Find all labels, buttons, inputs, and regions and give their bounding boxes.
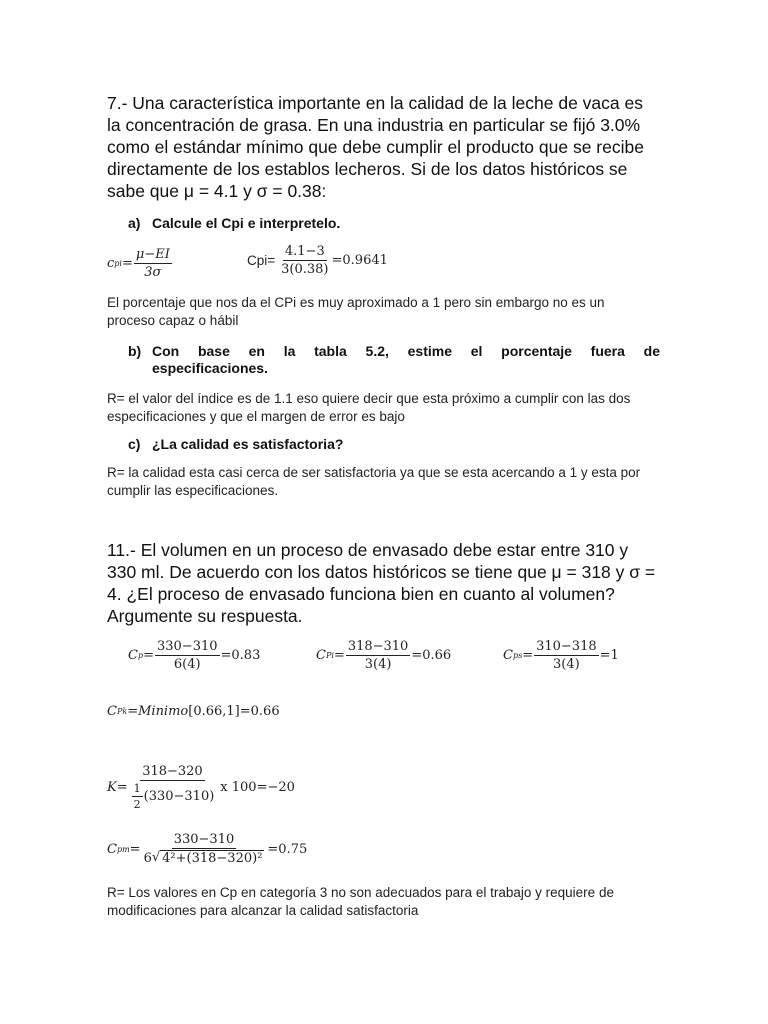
formula-lhs-sub: pi xyxy=(114,259,122,268)
k-fraction xyxy=(129,764,217,811)
cps-numerator: 310−318 xyxy=(536,639,597,654)
cpm-denominator-prefix: 6 xyxy=(143,850,152,866)
formula-lhs: c xyxy=(107,256,115,271)
k-lhs: K xyxy=(107,780,117,795)
cp-lhs: C xyxy=(128,648,138,663)
equals-sign: = xyxy=(127,704,139,719)
question-a-text: Calcule el Cpi e interpretelo. xyxy=(152,215,341,231)
equals-sign: = xyxy=(121,256,133,271)
radical-sign-icon: √ xyxy=(151,850,161,865)
cpi-numerator: 4.1−3 xyxy=(284,244,325,259)
equals-sign: = xyxy=(333,648,345,663)
cpi-denominator-11: 3(4) xyxy=(364,657,392,672)
equals-sign: = xyxy=(129,841,141,857)
question-b-line: Con base en la tabla 5.2, estime el porcentaje fuera de xyxy=(152,343,660,359)
cpi-fraction-11 xyxy=(346,639,411,672)
answer-a xyxy=(107,294,660,329)
formula-fraction xyxy=(134,247,172,280)
problem-7-statement xyxy=(107,92,660,202)
problem-11-line: 11.- El volumen en un proceso de envasado debe estar entre 310 y xyxy=(107,540,629,560)
question-b-line: especificaciones. xyxy=(152,360,268,376)
cpm-lhs: C xyxy=(107,841,117,857)
answer-line: modificaciones para alcanzar la calidad satisfactoria xyxy=(107,902,419,918)
cpk-formula xyxy=(107,704,280,719)
question-a xyxy=(128,215,340,232)
cps-denominator: 3(4) xyxy=(553,657,580,672)
cpm-formula xyxy=(107,832,307,866)
problem-7-line: como el estándar mínimo que debe cumplir el producto que se recibe xyxy=(107,137,644,157)
cpm-radicand: 4²+(318−320)² xyxy=(162,851,263,866)
answer-line: cumplir las especificaciones. xyxy=(107,482,279,498)
equals-sign: = xyxy=(522,648,534,663)
k-numerator: 318−320 xyxy=(142,764,203,779)
problem-7-line: sabe que μ = 4.1 y σ = 0.38: xyxy=(107,181,327,201)
k-result: x 100=−20 xyxy=(220,780,295,795)
cpm-sub: pm xyxy=(116,844,130,854)
answer-11 xyxy=(107,884,660,919)
question-a-label: a) xyxy=(128,215,141,231)
equals-sign: = xyxy=(143,648,154,663)
k-half-fraction xyxy=(132,782,143,811)
cpk-result: =0.66 xyxy=(239,704,280,719)
problem-11-line: 4. ¿El proceso de envasado funciona bien en cuanto al volumen? xyxy=(107,584,615,604)
cpi-label: Cpi= xyxy=(247,253,276,268)
cps-fraction xyxy=(534,639,599,672)
problem-11-statement xyxy=(107,539,660,627)
problem-7-line: 7.- Una característica importante en la calidad de la leche de vaca es xyxy=(107,93,643,113)
cpm-result: =0.75 xyxy=(267,841,308,857)
cpi-formula xyxy=(316,639,451,672)
equals-sign: = xyxy=(116,780,128,795)
cps-sub: ps xyxy=(512,651,523,660)
cpi-result: =0.9641 xyxy=(331,253,388,268)
cpm-numerator: 330−310 xyxy=(173,832,235,847)
question-b-label: b) xyxy=(128,343,142,359)
cpi-sub: Pi xyxy=(325,651,334,660)
cp-fraction xyxy=(155,639,220,672)
cpi-numerator-11: 318−310 xyxy=(347,639,409,654)
cpm-fraction xyxy=(142,832,267,866)
problem-11-line: 330 ml. De acuerdo con los datos históricos se tiene que μ = 318 y σ = xyxy=(107,562,656,582)
formula-numerator: μ−EI xyxy=(135,247,170,262)
cpi-lhs: C xyxy=(316,648,326,663)
problem-7-line: directamente de los establos lecheros. Si de los datos históricos se xyxy=(107,159,628,179)
cpi-result-11: =0.66 xyxy=(411,648,452,663)
answer-line: R= la calidad esta casi cerca de ser satisfactoria ya que se esta acercando a 1 y esta por xyxy=(107,465,641,480)
cps-formula xyxy=(503,639,619,672)
cp-numerator: 330−310 xyxy=(156,639,218,654)
answer-line: proceso capaz o hábil xyxy=(107,312,239,328)
cp-sub: p xyxy=(137,651,144,660)
answer-b xyxy=(107,390,660,425)
cpk-lhs: C xyxy=(107,704,117,719)
cps-lhs: C xyxy=(503,648,513,663)
k-half-denominator: 2 xyxy=(133,798,141,811)
cpm-denominator xyxy=(142,849,267,866)
cps-result: =1 xyxy=(599,648,619,663)
answer-line: R= Los valores en Cp en categoría 3 no son adecuados para el trabajo y requiere de xyxy=(107,885,614,900)
k-formula xyxy=(107,764,295,811)
cp-formula xyxy=(128,639,260,672)
cpk-function: Minimo xyxy=(138,704,189,719)
formula-denominator: 3σ xyxy=(144,265,162,280)
square-root xyxy=(152,850,265,866)
cpk-sub: Pk xyxy=(116,707,128,716)
k-half-numerator: 1 xyxy=(133,782,141,795)
question-b xyxy=(128,343,660,377)
answer-line: El porcentaje que nos da el CPi es muy aproximado a 1 pero sin embargo no es un xyxy=(107,295,605,310)
question-c-text: ¿La calidad es satisfactoria? xyxy=(152,436,344,452)
k-denominator-rest: (330−310) xyxy=(143,789,215,804)
cpk-args: [0.66,1] xyxy=(188,704,240,719)
cp-denominator: 6(4) xyxy=(173,657,201,672)
cp-result: =0.83 xyxy=(220,648,261,663)
cpi-calculation xyxy=(247,244,388,277)
cpi-fraction xyxy=(279,244,330,277)
question-c-label: c) xyxy=(128,436,141,452)
answer-line: especificaciones y que el margen de error es bajo xyxy=(107,408,405,424)
problem-11-line: Argumente su respuesta. xyxy=(107,606,303,626)
k-denominator xyxy=(129,781,217,811)
cpi-formula-general xyxy=(107,247,173,280)
cpi-denominator: 3(0.38) xyxy=(281,262,329,277)
question-c xyxy=(128,436,343,453)
answer-c xyxy=(107,464,660,499)
answer-line: R= el valor del índice es de 1.1 eso quiere decir que esta próximo a cumplir con las dos xyxy=(107,391,631,406)
problem-7-line: la concentración de grasa. En una industria en particular se fijó 3.0% xyxy=(107,115,641,135)
